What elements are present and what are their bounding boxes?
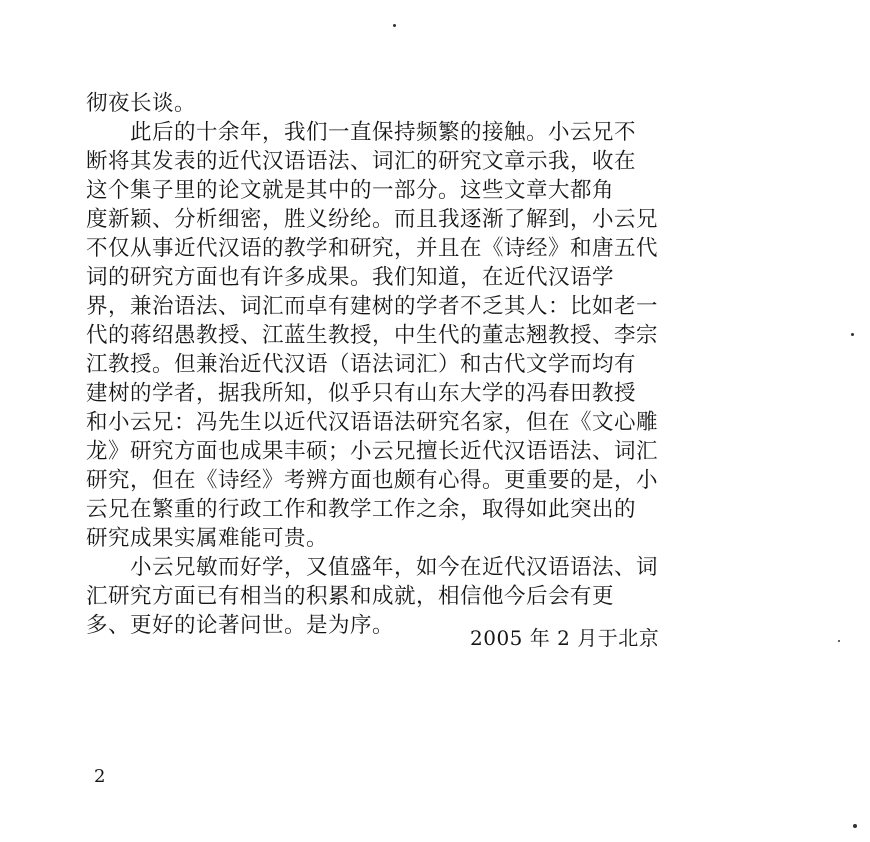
text-line: 此后的十余年，我们一直保持频繁的接触。小云兄不 xyxy=(86,120,637,145)
scan-speck xyxy=(851,333,854,336)
scan-speck xyxy=(393,24,396,27)
text-line: 不仅从事近代汉语的教学和研究，并且在《诗经》和唐五代 xyxy=(86,236,659,261)
text-line: 代的蒋绍愚教授、江蓝生教授，中生代的董志翘教授、李宗 xyxy=(86,323,659,348)
text-line: 断将其发表的近代汉语语法、词汇的研究文章示我，收在 xyxy=(86,149,637,174)
scan-speck xyxy=(838,640,840,642)
date-signature: 2005 年 2 月于北京 xyxy=(470,626,660,650)
text-line: 小云兄敏而好学，又值盛年，如今在近代汉语语法、词 xyxy=(86,555,659,580)
text-line: 度新颖、分析细密，胜义纷纶。而且我逐渐了解到，小云兄 xyxy=(86,207,659,232)
text-line: 彻夜长谈。 xyxy=(86,91,197,116)
text-line: 江教授。但兼治近代汉语（语法词汇）和古代文学而均有 xyxy=(86,352,637,377)
text-line: 建树的学者，据我所知，似乎只有山东大学的冯春田教授 xyxy=(86,381,637,406)
text-line: 汇研究方面已有相当的积累和成就，相信他今后会有更 xyxy=(86,584,615,609)
text-line: 龙》研究方面也成果丰硕；小云兄擅长近代汉语语法、词汇 xyxy=(86,439,659,464)
scan-speck xyxy=(853,824,857,828)
text-line: 这个集子里的论文就是其中的一部分。这些文章大都角 xyxy=(86,178,615,203)
text-line: 云兄在繁重的行政工作和教学工作之余，取得如此突出的 xyxy=(86,497,637,522)
text-line: 和小云兄：冯先生以近代汉语语法研究名家，但在《文心雕 xyxy=(86,410,659,435)
text-line: 研究成果实属难能可贵。 xyxy=(86,526,329,551)
text-line: 界，兼治语法、词汇而卓有建树的学者不乏其人：比如老一 xyxy=(86,294,659,319)
text-line: 多、更好的论著问世。是为序。 xyxy=(86,613,395,638)
text-line: 词的研究方面也有许多成果。我们知道，在近代汉语学 xyxy=(86,265,615,290)
text-line: 研究，但在《诗经》考辨方面也颇有心得。更重要的是，小 xyxy=(86,468,659,493)
page-number: 2 xyxy=(94,766,106,787)
